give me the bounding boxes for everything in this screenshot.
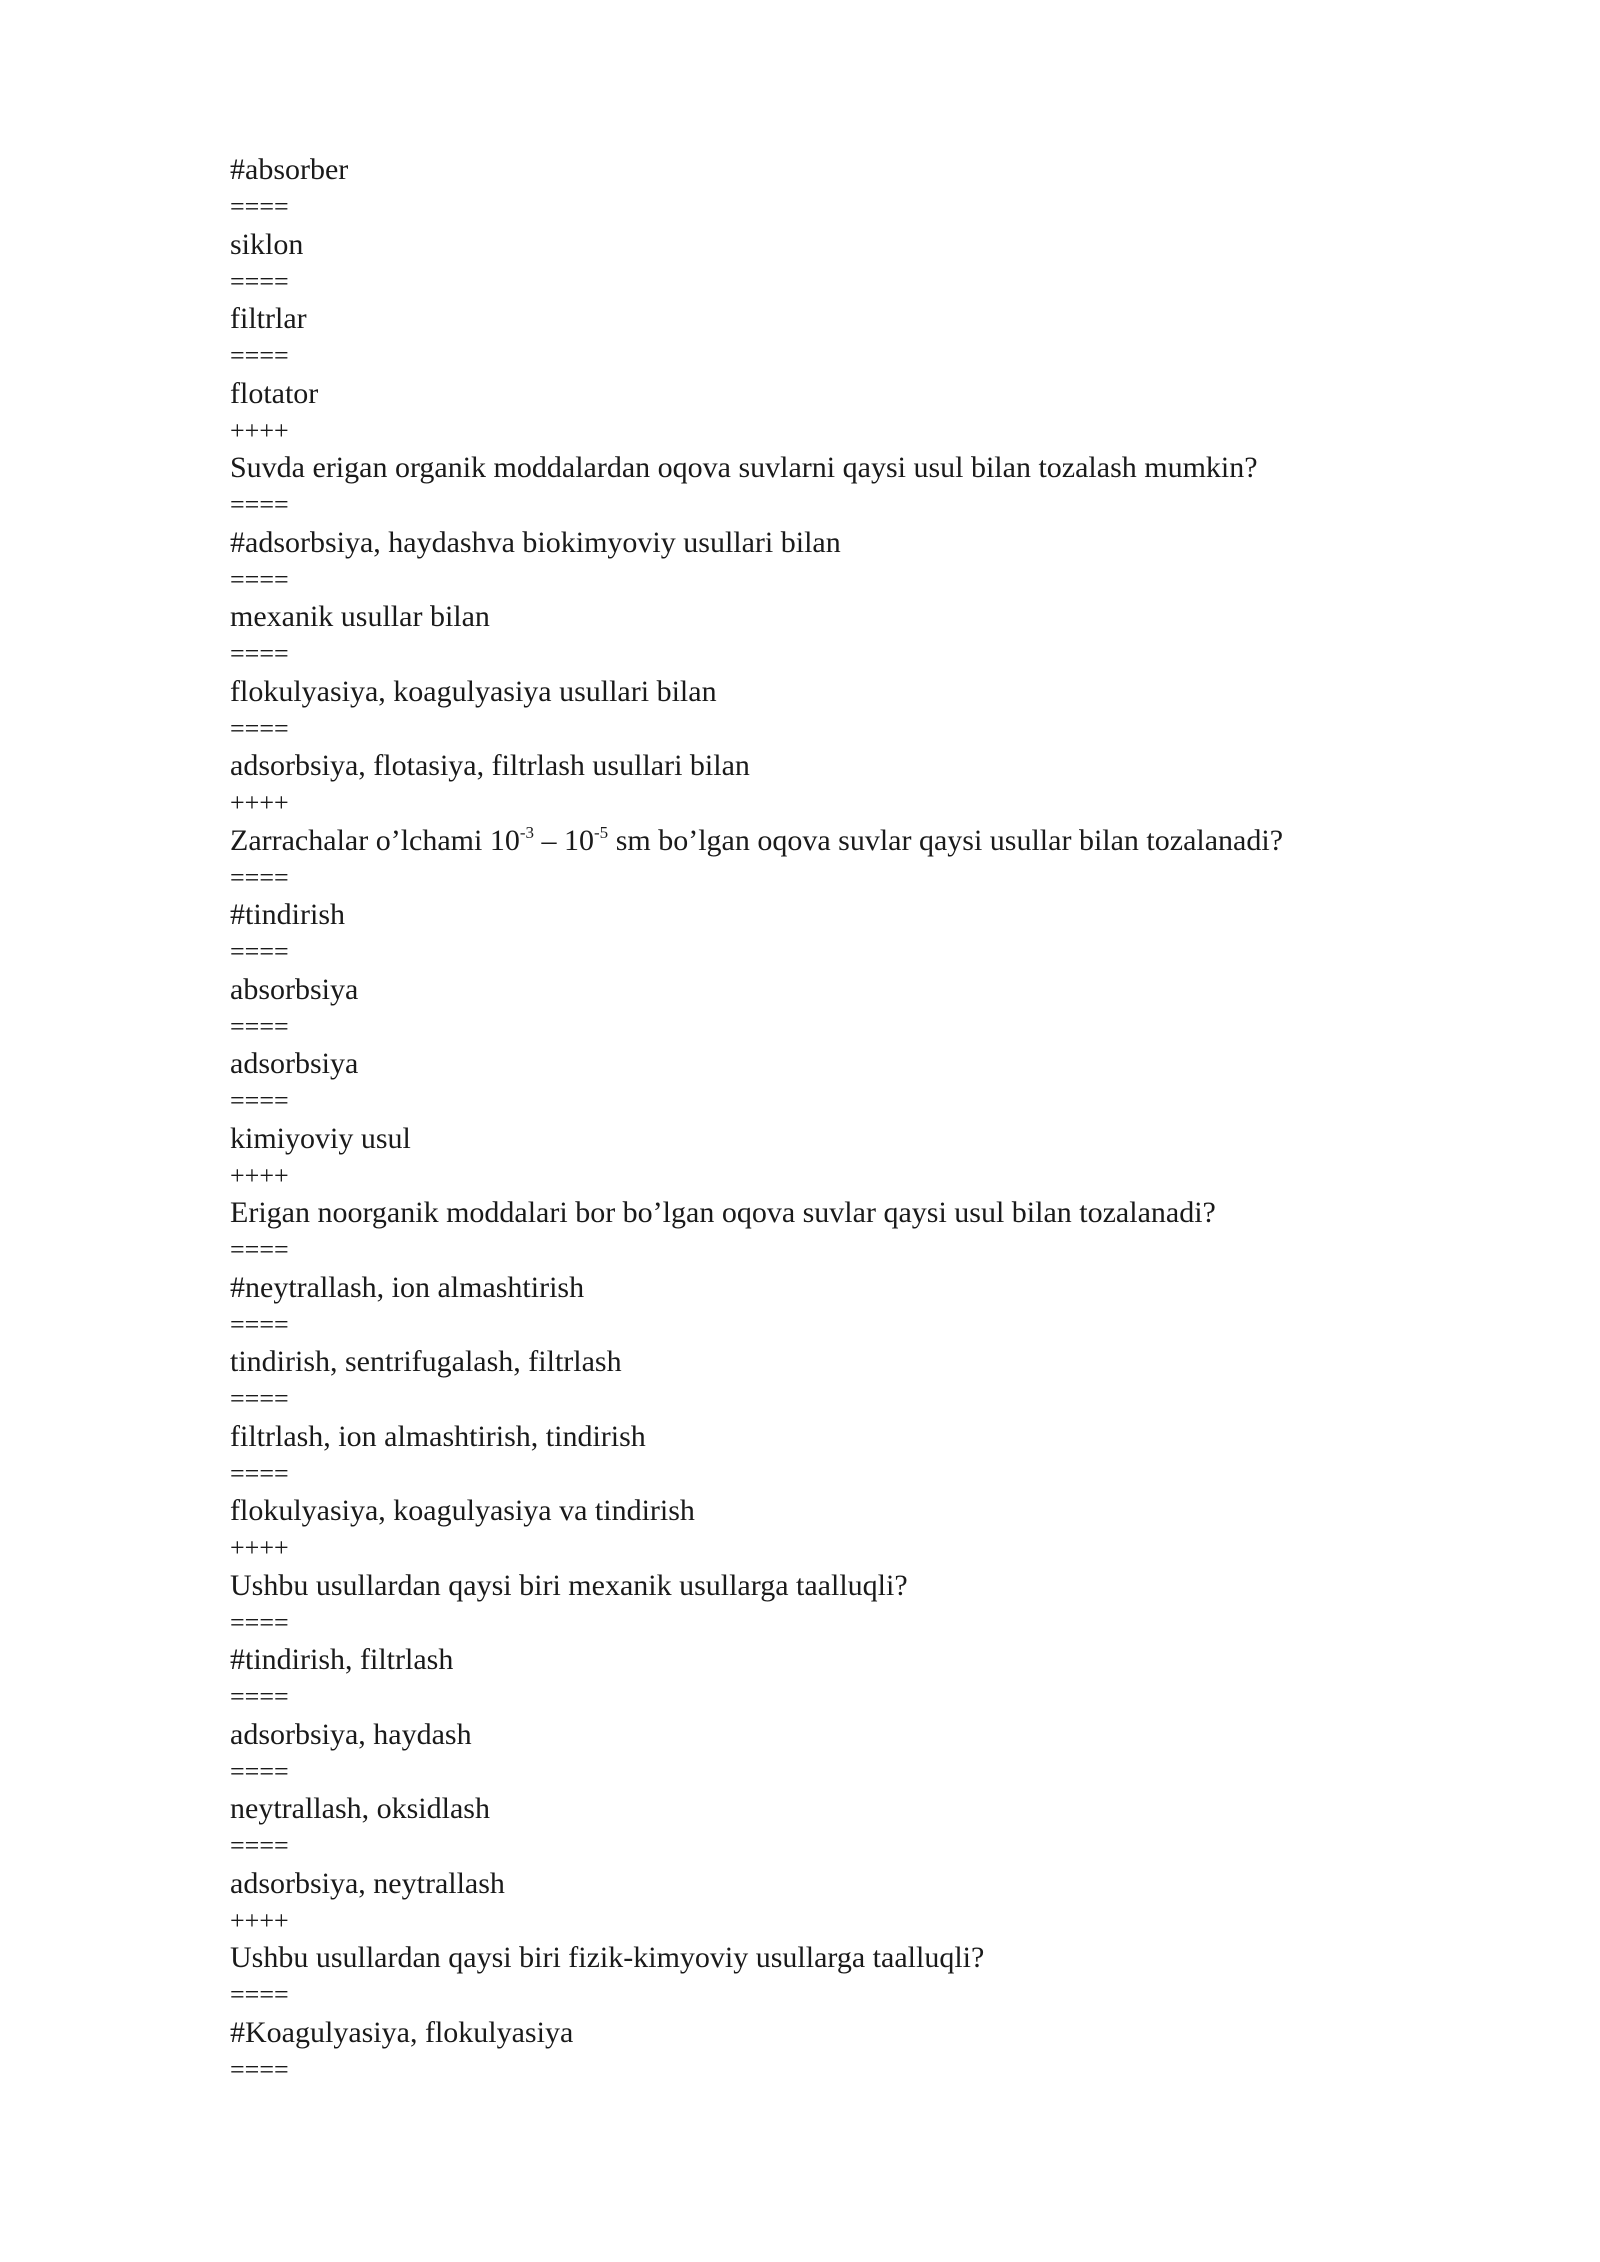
separator-line: ==== [230, 490, 289, 520]
answer-option: neytrallash, oksidlash [230, 1792, 490, 1825]
separator-line: ==== [230, 1384, 289, 1414]
separator-line: ==== [230, 564, 289, 594]
answer-option: absorbsiya [230, 972, 359, 1006]
answer-option: mexanik usullar bilan [230, 600, 490, 633]
correct-answer-option: #tindirish, filtrlash [230, 1643, 454, 1676]
separator-line: ==== [230, 713, 289, 743]
separator-line: ==== [230, 1086, 289, 1116]
correct-answer-option: #adsorbsiya, haydashva biokimyoviy usullari bilan [230, 525, 841, 559]
separator-line: ==== [230, 1309, 289, 1339]
question-text [230, 822, 1430, 859]
separator-line: ++++ [230, 415, 289, 445]
separator-line: ==== [230, 2054, 289, 2084]
question-text: Erigan noorganik moddalari bor bo’lgan oqova suvlar qaysi usul bilan tozalanadi? [230, 1196, 1216, 1229]
separator-line: ==== [230, 341, 289, 371]
separator-line: ++++ [230, 1533, 289, 1563]
answer-option: kimiyoviy usul [230, 1121, 411, 1155]
question-text-part: sm bo’lgan oqova suvlar qaysi usullar bilan tozalanadi? [608, 823, 1284, 857]
answer-option: adsorbsiya, flotasiya, filtrlash usullari bilan [230, 749, 750, 782]
answer-option: tindirish, sentrifugalash, filtrlash [230, 1345, 622, 1378]
separator-line: ==== [230, 639, 289, 669]
separator-line: ==== [230, 1011, 289, 1041]
separator-line: ==== [230, 862, 289, 892]
question-text: Suvda erigan organik moddalardan oqova suvlarni qaysi usul bilan tozalash mumkin? [230, 451, 1258, 484]
answer-option: adsorbsiya [230, 1047, 359, 1080]
separator-line: ==== [230, 1607, 289, 1637]
separator-line: ==== [230, 1458, 289, 1488]
separator-line: ==== [230, 937, 289, 967]
answer-option: adsorbsiya, haydash [230, 1717, 472, 1751]
separator-line: ++++ [230, 1905, 289, 1935]
separator-line: ++++ [230, 1160, 289, 1190]
separator-line: ==== [230, 266, 289, 296]
answer-option: filtrlash, ion almashtirish, tindirish [230, 1419, 646, 1453]
correct-answer-option: #absorber [230, 153, 349, 186]
correct-answer-option: #tindirish [230, 898, 346, 931]
answer-option: flokulyasiya, koagulyasiya va tindirish [230, 1494, 695, 1527]
question-text: Ushbu usullardan qaysi biri mexanik usullarga taalluqli? [230, 1568, 908, 1602]
separator-line: ==== [230, 1235, 289, 1265]
separator-line: ==== [230, 1756, 289, 1786]
correct-answer-option: #neytrallash, ion almashtirish [230, 1270, 585, 1304]
separator-line: ==== [230, 1980, 289, 2010]
question-text-part: – 10 [534, 823, 595, 857]
separator-line: ==== [230, 1682, 289, 1712]
exponent: -3 [519, 822, 535, 842]
answer-option: flotator [230, 376, 319, 410]
answer-option: flokulyasiya, koagulyasiya usullari bilan [230, 674, 717, 708]
question-text: Ushbu usullardan qaysi biri fizik-kimyoviy usullarga taalluqli? [230, 1941, 985, 1974]
separator-line: ==== [230, 192, 289, 222]
answer-option: filtrlar [230, 302, 307, 335]
document-body [230, 151, 1430, 2088]
answer-option: adsorbsiya, neytrallash [230, 1866, 505, 1900]
exponent: -5 [594, 822, 609, 842]
separator-line: ++++ [230, 788, 289, 818]
answer-option: siklon [230, 227, 304, 261]
separator-line: ==== [230, 1831, 289, 1861]
correct-answer-option: #Koagulyasiya, flokulyasiya [230, 2015, 574, 2049]
question-text-part: Zarrachalar o’lchami 10 [230, 823, 520, 857]
